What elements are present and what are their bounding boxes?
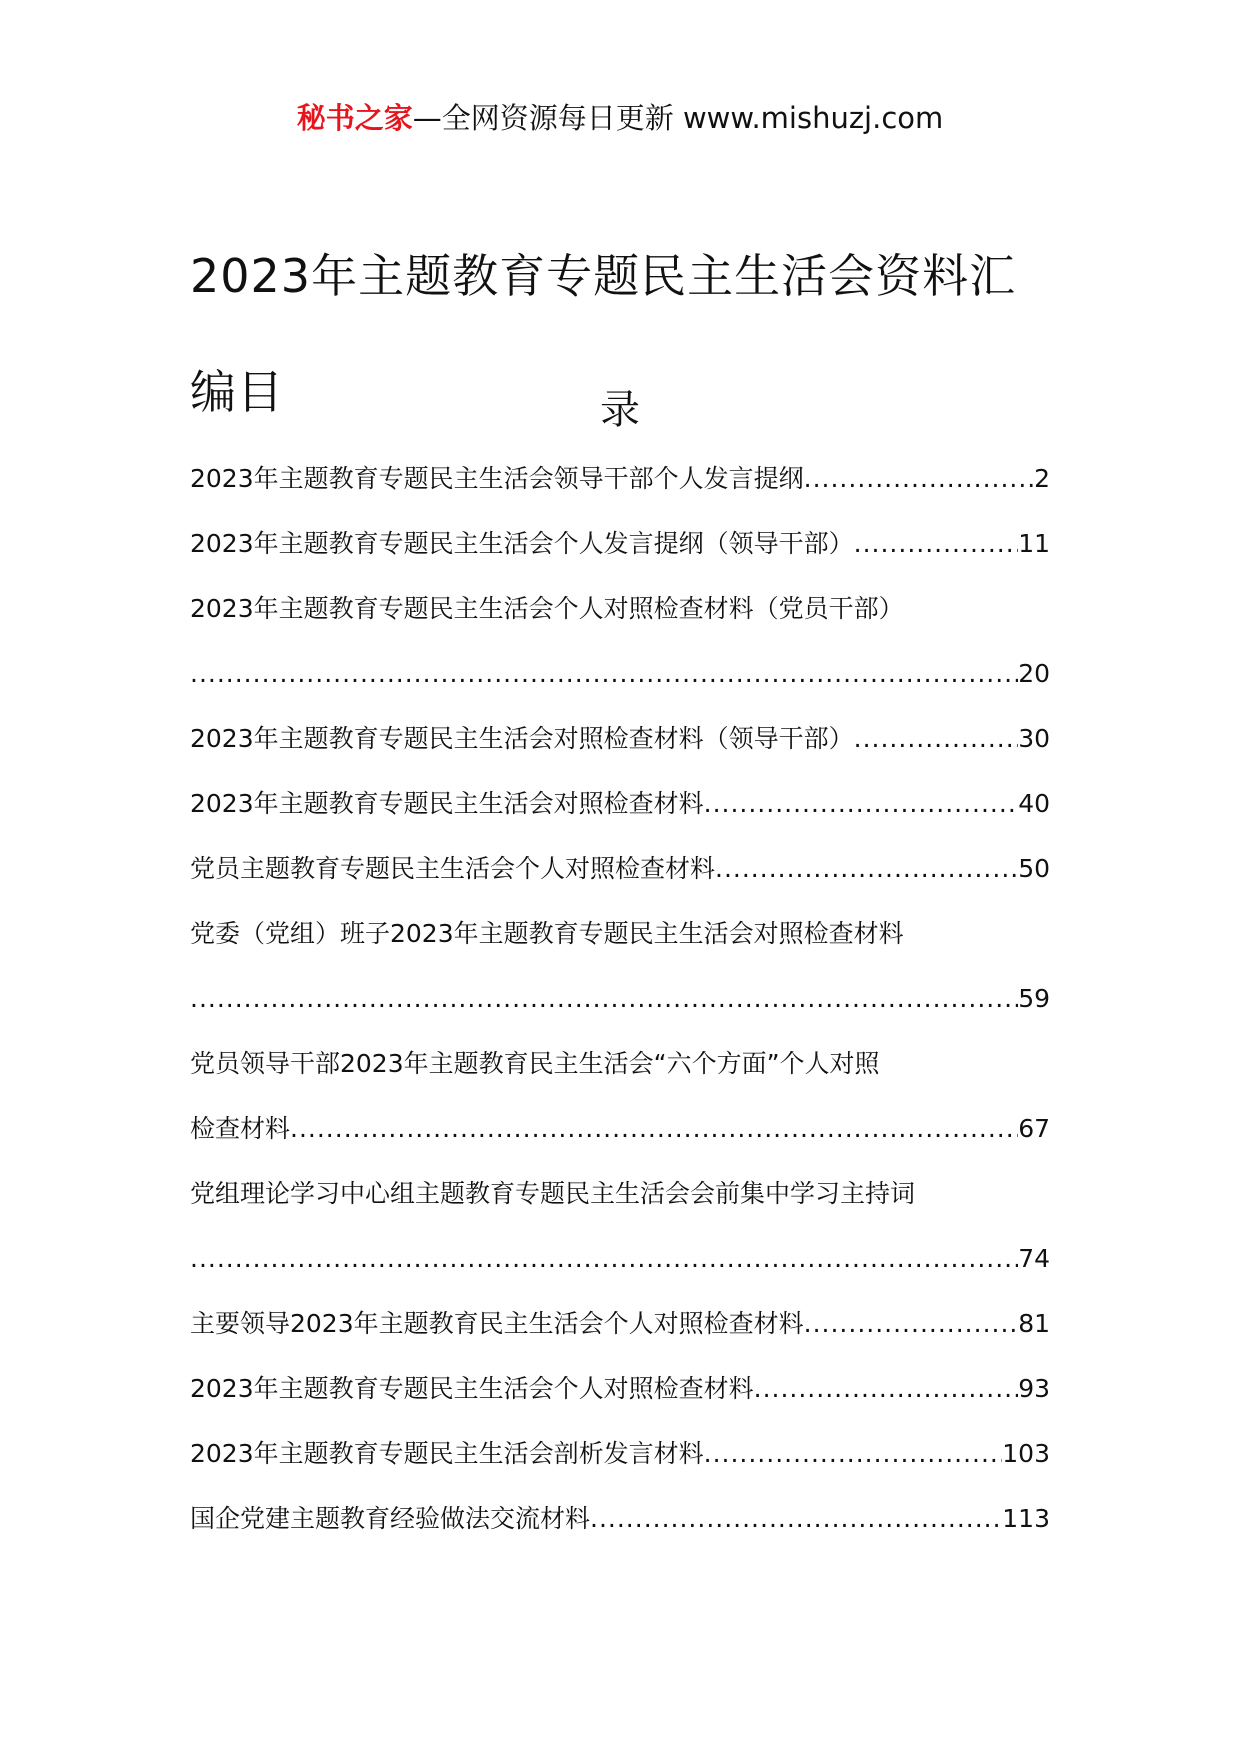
toc-entry-title: 2023年主题教育专题民主生活会个人对照检查材料: [190, 1374, 754, 1403]
toc-leader-dots: [704, 771, 1019, 836]
toc-page-number: 40: [1018, 789, 1050, 818]
toc-page-number: 81: [1018, 1309, 1050, 1338]
site-header: [0, 98, 1240, 138]
toc-entry-title[interactable]: 党组理论学习中心组主题教育专题民主生活会会前集中学习主持词: [190, 1179, 916, 1208]
toc-entry[interactable]: [190, 1421, 1050, 1486]
toc-page-number: 11: [1018, 529, 1050, 558]
toc-page-number: 50: [1018, 854, 1050, 883]
toc-leader-dots: [190, 641, 1018, 706]
toc-entry-continuation[interactable]: [190, 1226, 1050, 1291]
toc-page-number: 20: [1018, 659, 1050, 688]
toc-leader-dots: [754, 1356, 1019, 1421]
toc-page-number: 103: [1002, 1439, 1050, 1468]
toc-leader-dots: [715, 836, 1018, 901]
toc-entry-title: 国企党建主题教育经验做法交流材料: [190, 1504, 591, 1533]
toc-entry-title: 主要领导2023年主题教育民主生活会个人对照检查材料: [190, 1309, 804, 1338]
toc-entry[interactable]: [190, 1486, 1050, 1551]
toc-leader-dots: [290, 1096, 1018, 1161]
toc-entry-title: 2023年主题教育专题民主生活会个人发言提纲（领导干部）: [190, 529, 854, 558]
toc-entry-title[interactable]: 党员领导干部2023年主题教育民主生活会“六个方面”个人对照: [190, 1049, 880, 1078]
toc-page-number: 30: [1018, 724, 1050, 753]
toc-page-number: 93: [1018, 1374, 1050, 1403]
toc-entry-title: 2023年主题教育专题民主生活会剖析发言材料: [190, 1439, 704, 1468]
toc-entry[interactable]: [190, 511, 1050, 576]
toc-entry-title: 2023年主题教育专题民主生活会对照检查材料（领导干部）: [190, 724, 854, 753]
toc-leader-dots: [804, 1291, 1019, 1356]
toc-entry-continuation[interactable]: [190, 1096, 1050, 1161]
toc-page-number: 67: [1018, 1114, 1050, 1143]
toc-entry-title: 2023年主题教育专题民主生活会对照检查材料: [190, 789, 704, 818]
toc-entry[interactable]: [190, 771, 1050, 836]
toc-entry[interactable]: [190, 706, 1050, 771]
toc-page-number: 59: [1018, 984, 1050, 1013]
document-title: 2023年主题教育专题民主生活会资料汇编目: [190, 249, 1017, 419]
toc-entry[interactable]: [190, 1356, 1050, 1421]
toc-leader-dots: [804, 446, 1034, 511]
toc-entry[interactable]: [190, 1291, 1050, 1356]
toc-entry-title: 2023年主题教育专题民主生活会领导干部个人发言提纲: [190, 464, 804, 493]
toc-leader-dots: [190, 1226, 1018, 1291]
toc-entry[interactable]: [190, 836, 1050, 901]
toc-leader-dots: [854, 511, 1019, 576]
header-slogan: —全网资源每日更新 www.mishuzj.com: [412, 101, 944, 135]
toc-entry-continuation[interactable]: [190, 641, 1050, 706]
toc-page-number: 74: [1018, 1244, 1050, 1273]
toc-leader-dots: [590, 1486, 1002, 1551]
document-title-tail: 录: [600, 387, 640, 433]
toc-page-number: 113: [1002, 1504, 1050, 1533]
toc-entry-title[interactable]: 2023年主题教育专题民主生活会个人对照检查材料（党员干部）: [190, 594, 904, 623]
toc-page-number: 2: [1034, 464, 1050, 493]
toc-entry-title[interactable]: 党委（党组）班子2023年主题教育专题民主生活会对照检查材料: [190, 919, 904, 948]
toc-leader-dots: [854, 706, 1019, 771]
toc-entry[interactable]: [190, 446, 1050, 511]
toc-entry-title: 党员主题教育专题民主生活会个人对照检查材料: [190, 854, 716, 883]
toc-entry-continuation[interactable]: [190, 966, 1050, 1031]
toc-leader-dots: [704, 1421, 1003, 1486]
toc-entry-title-continued: 检查材料: [190, 1114, 291, 1143]
toc-leader-dots: [190, 966, 1018, 1031]
table-of-contents: [190, 446, 1050, 1551]
brand-name: 秘书之家: [296, 101, 413, 135]
